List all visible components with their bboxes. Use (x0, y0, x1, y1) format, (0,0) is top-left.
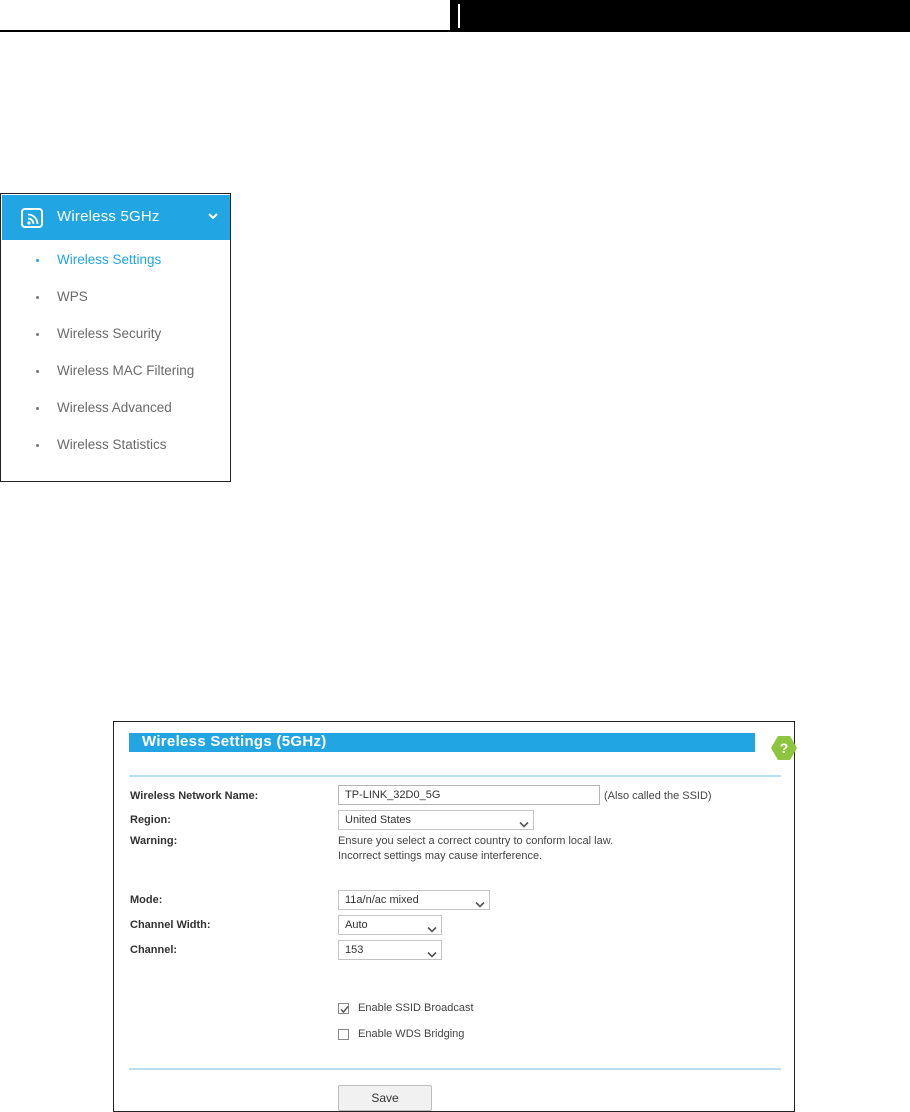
region-label: Region: (130, 814, 171, 826)
channel-width-value: Auto (345, 919, 368, 931)
menu-item-wps[interactable] (2, 279, 230, 316)
ssid-broadcast-label: Enable SSID Broadcast (358, 1002, 474, 1014)
page-title: Wireless Settings (5GHz) (142, 733, 327, 750)
ssid-broadcast-checkbox[interactable] (338, 1003, 349, 1014)
menu-item-label: Wireless Settings (57, 252, 162, 267)
menu-header[interactable] (2, 195, 230, 240)
bullet-icon (36, 296, 39, 299)
chevron-down-icon (427, 946, 437, 964)
network-name-label: Wireless Network Name: (130, 790, 259, 802)
header-bar (450, 0, 910, 32)
ssid-hint: (Also called the SSID) (604, 790, 712, 802)
wireless-5ghz-menu (0, 193, 231, 482)
help-button[interactable] (770, 734, 798, 762)
channel-select[interactable] (338, 940, 442, 960)
warning-line-2: Incorrect settings may cause interference. (338, 850, 543, 862)
channel-label: Channel: (130, 944, 178, 956)
region-value: United States (345, 814, 412, 826)
menu-item-label: Wireless Security (57, 326, 162, 341)
help-icon (770, 734, 798, 762)
section-title-bar (129, 733, 755, 752)
menu-item-label: Wireless Advanced (57, 400, 172, 415)
save-button[interactable]: Save (338, 1085, 432, 1111)
chevron-down-icon (427, 921, 437, 939)
menu-item-label: Wireless MAC Filtering (57, 363, 195, 378)
menu-item-wireless-statistics[interactable] (2, 427, 230, 464)
top-divider (129, 775, 781, 777)
menu-item-wireless-advanced[interactable] (2, 390, 230, 427)
mode-select[interactable] (338, 890, 490, 910)
channel-value: 153 (345, 944, 364, 956)
menu-list (2, 242, 230, 464)
mode-label: Mode: (130, 894, 163, 906)
channel-width-label: Channel Width: (130, 919, 211, 931)
mode-value: 11a/n/ac mixed (345, 894, 419, 906)
header-divider (458, 4, 460, 28)
bullet-icon (36, 370, 39, 373)
network-name-input[interactable] (338, 785, 600, 805)
header-rule (0, 30, 450, 32)
region-select[interactable] (338, 810, 534, 830)
warning-label: Warning: (130, 835, 178, 847)
bullet-icon (36, 407, 39, 410)
menu-item-wireless-security[interactable] (2, 316, 230, 353)
menu-item-wireless-mac-filtering[interactable] (2, 353, 230, 390)
warning-line-1: Ensure you select a correct country to conform local law. (338, 835, 614, 847)
menu-item-label: Wireless Statistics (57, 437, 167, 452)
chevron-down-icon[interactable] (207, 209, 219, 227)
bullet-icon (36, 444, 39, 447)
bullet-icon (36, 259, 39, 262)
wds-bridging-label: Enable WDS Bridging (358, 1028, 465, 1040)
chevron-down-icon (475, 896, 485, 914)
channel-width-select[interactable] (338, 915, 442, 935)
menu-item-label: WPS (57, 289, 88, 304)
wds-bridging-checkbox[interactable] (338, 1029, 349, 1040)
menu-item-wireless-settings[interactable] (2, 242, 230, 279)
wireless-icon (21, 208, 43, 228)
menu-title: Wireless 5GHz (57, 208, 160, 225)
bullet-icon (36, 333, 39, 336)
bottom-divider (129, 1068, 781, 1070)
wireless-settings-panel (113, 721, 795, 1112)
help-label: ? (779, 740, 789, 756)
chevron-down-icon (519, 816, 529, 834)
checkmark-icon (339, 1004, 350, 1015)
